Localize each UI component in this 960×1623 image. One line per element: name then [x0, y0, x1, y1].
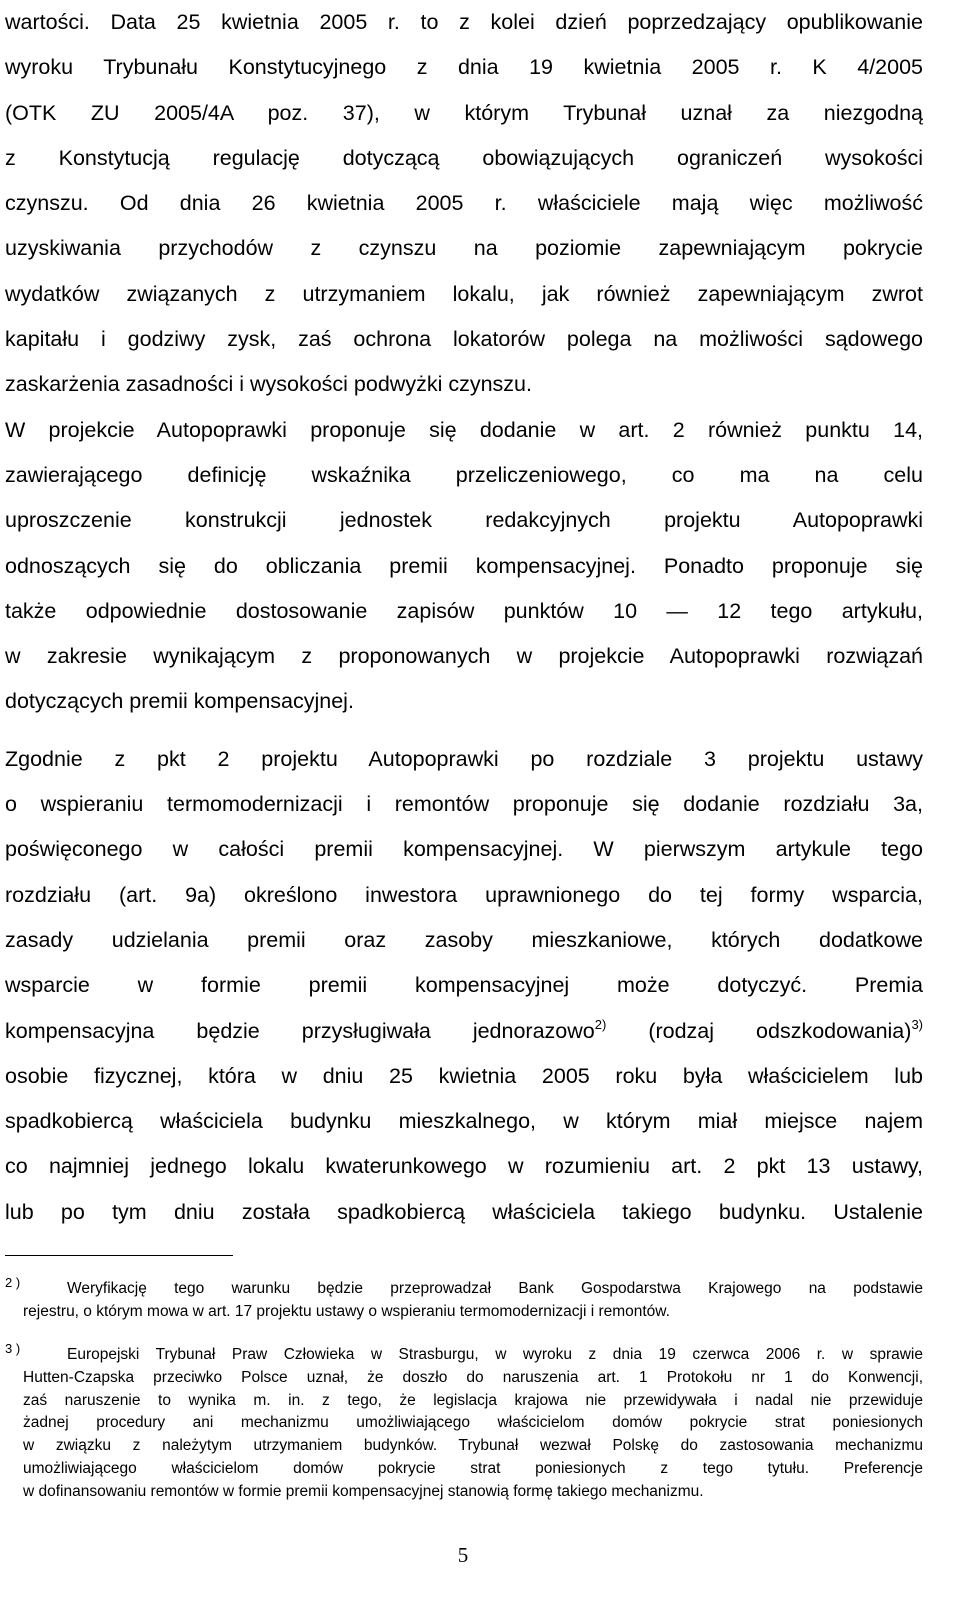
text-line: z Konstytucją regulację dotyczącą obowiązujących ograniczeń wysokości [5, 145, 923, 170]
text-segment: (rodzaj odszkodowania) [606, 1018, 912, 1043]
footnote-line: umożliwiającego właścicielom domów pokrycie strat poniesionych z tego tytułu. Preferencje [23, 1459, 923, 1477]
text-line: wsparcie w formie premii kompensacyjnej może dotyczyć. Premia [5, 973, 923, 998]
text-line: rozdziału (art. 9a) określono inwestora uprawnionego do tej formy wsparcia, [5, 882, 923, 907]
footnote-line: Weryfikację tego warunku będzie przeprowadzał Bank Gospodarstwa Krajowego na podstawie [67, 1280, 923, 1297]
text-line: zaskarżenia zasadności i wysokości podwyżki czynszu. [5, 372, 532, 397]
text-line: lub po tym dniu została spadkobiercą właściciela takiego budynku. Ustalenie [5, 1199, 923, 1224]
footnote-3 [5, 1341, 923, 1504]
text-line: co najmniej jednego lokalu kwaterunkowego w rozumieniu art. 2 pkt 13 ustawy, [5, 1154, 923, 1179]
footnote-line: żadnej procedury ani mechanizmu umożliwiającego właścicielom domów pokrycie strat poniesionych [23, 1414, 923, 1432]
footnote-separator [5, 1255, 233, 1256]
paragraph-3 [5, 737, 923, 1235]
text-line: (OTK ZU 2005/4A poz. 37), w którym Trybunał uznał za niezgodną [5, 100, 923, 125]
text-segment: kompensacyjna będzie przysługiwała jednorazowo [5, 1018, 595, 1043]
footnote-marker: 3 ) [5, 1341, 21, 1356]
text-line: Zgodnie z pkt 2 projektu Autopoprawki po rozdziale 3 projektu ustawy [5, 746, 923, 771]
text-line: dotyczących premii kompensacyjnej. [5, 689, 354, 714]
text-line: zawierającego definicję wskaźnika przeliczeniowego, co ma na celu [5, 462, 923, 487]
footnote-2 [5, 1275, 923, 1324]
text-line: także odpowiednie dostosowanie zapisów punktów 10 — 12 tego artykułu, [5, 598, 923, 623]
paragraph-1 [5, 0, 923, 408]
text-line-with-footnote-refs [5, 1009, 923, 1054]
footnote-line: w dofinansowaniu remontów w formie premii kompensacyjnej stanowią formę takiego mechanizmu. [23, 1482, 704, 1500]
text-line: odnoszących się do obliczania premii kompensacyjnej. Ponadto proponuje się [5, 553, 923, 578]
text-line: spadkobiercą właściciela budynku mieszkalnego, w którym miał miejsce najem [5, 1109, 923, 1134]
footnote-marker: 2 ) [5, 1275, 21, 1290]
text-line: osobie fizycznej, która w dniu 25 kwietnia 2005 roku była właścicielem lub [5, 1063, 923, 1088]
footnote-ref-3[interactable]: 3) [911, 1016, 923, 1032]
text-line: W projekcie Autopoprawki proponuje się dodanie w art. 2 również punktu 14, [5, 417, 923, 442]
text-line: poświęconego w całości premii kompensacyjnej. W pierwszym artykule tego [5, 837, 923, 862]
text-line: w zakresie wynikającym z proponowanych w projekcie Autopoprawki rozwiązań [5, 644, 923, 669]
text-line: wyroku Trybunału Konstytucyjnego z dnia 19 kwietnia 2005 r. K 4/2005 [5, 55, 923, 80]
footnote-line: Hutten-Czapska przeciwko Polsce uznał, że doszło do naruszenia art. 1 Protokołu nr 1 do Konwencji, [23, 1368, 923, 1386]
paragraph-2 [5, 408, 923, 725]
footnote-line: zaś naruszenie to wynika m. in. z tego, że legislacja krajowa nie przewidywała i nadal nie przewiduje [23, 1391, 923, 1409]
main-text [5, 0, 923, 1235]
page-number: 5 [457, 1543, 469, 1567]
text-line: uproszczenie konstrukcji jednostek redakcyjnych projektu Autopoprawki [5, 508, 923, 533]
text-line: czynszu. Od dnia 26 kwietnia 2005 r. właściciele mają więc możliwość [5, 191, 923, 216]
text-line: wartości. Data 25 kwietnia 2005 r. to z kolei dzień poprzedzający opublikowanie [5, 10, 923, 34]
footnote-line: rejestru, o którym mowa w art. 17 projektu ustawy o wspieraniu termomodernizacji i remontów. [23, 1302, 670, 1320]
text-line: kapitału i godziwy zysk, zaś ochrona lokatorów polega na możliwości sądowego [5, 327, 923, 352]
footnote-ref-2[interactable]: 2) [594, 1016, 607, 1032]
text-line: zasady udzielania premii oraz zasoby mieszkaniowe, których dodatkowe [5, 927, 923, 952]
footnote-line: w związku z należytym utrzymaniem budynków. Trybunał wezwał Polskę do zastosowania mechanizmu [23, 1437, 923, 1455]
text-line: wydatków związanych z utrzymaniem lokalu, jak również zapewniającym zwrot [5, 281, 923, 306]
text-line: o wspieraniu termomodernizacji i remontów proponuje się dodanie rozdziału 3a, [5, 792, 923, 817]
footnote-line: Europejski Trybunał Praw Człowieka w Strasburgu, w wyroku z dnia 19 czerwca 2006 r. w sprawie [67, 1346, 923, 1363]
text-line: uzyskiwania przychodów z czynszu na poziomie zapewniającym pokrycie [5, 236, 923, 261]
